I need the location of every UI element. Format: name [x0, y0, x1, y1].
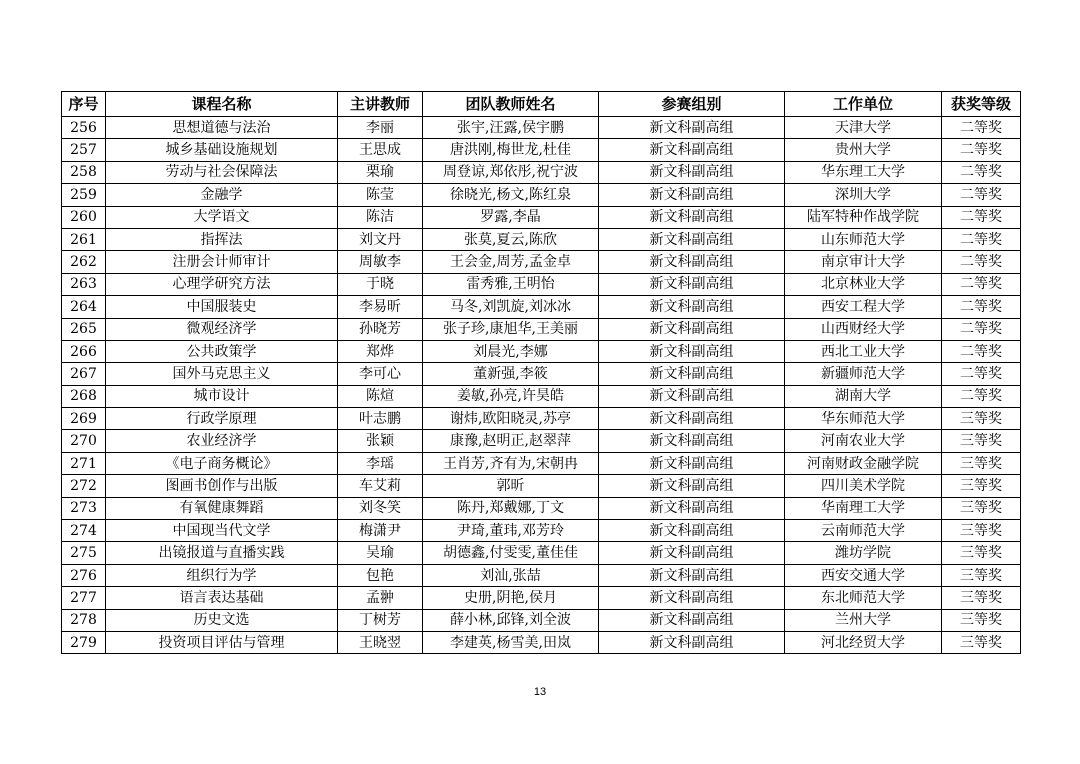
cell-award: 二等奖	[942, 273, 1021, 295]
cell-course: 城乡基础设施规划	[106, 139, 338, 161]
cell-index: 266	[62, 340, 106, 362]
header-cell-index: 序号	[62, 92, 106, 117]
cell-index: 265	[62, 318, 106, 340]
cell-award: 三等奖	[942, 408, 1021, 430]
cell-team-teachers: 唐洪刚,梅世龙,杜佳	[423, 139, 599, 161]
cell-team-teachers: 郭昕	[423, 475, 599, 497]
cell-index: 257	[62, 139, 106, 161]
cell-award: 二等奖	[942, 385, 1021, 407]
cell-team-teachers: 康豫,赵明正,赵翠萍	[423, 430, 599, 452]
header-cell-lead-teacher: 主讲教师	[338, 92, 423, 117]
cell-course: 城市设计	[106, 385, 338, 407]
cell-unit: 云南师范大学	[785, 520, 942, 542]
cell-group: 新文科副高组	[599, 587, 785, 609]
cell-index: 258	[62, 161, 106, 183]
table-row	[62, 587, 1021, 609]
cell-course: 指挥法	[106, 228, 338, 250]
cell-lead-teacher: 丁树芳	[338, 609, 423, 631]
header-cell-course: 课程名称	[106, 92, 338, 117]
cell-lead-teacher: 李丽	[338, 117, 423, 139]
cell-unit: 山西财经大学	[785, 318, 942, 340]
cell-course: 图画书创作与出版	[106, 475, 338, 497]
header-cell-team-teachers: 团队教师姓名	[423, 92, 599, 117]
table-row	[62, 475, 1021, 497]
cell-group: 新文科副高组	[599, 117, 785, 139]
table-row	[62, 631, 1021, 653]
cell-course: 历史文选	[106, 609, 338, 631]
cell-team-teachers: 马冬,刘凯旋,刘冰冰	[423, 296, 599, 318]
table-row	[62, 184, 1021, 206]
cell-lead-teacher: 张颖	[338, 430, 423, 452]
award-table	[61, 91, 1021, 654]
cell-group: 新文科副高组	[599, 184, 785, 206]
cell-award: 三等奖	[942, 609, 1021, 631]
cell-unit: 贵州大学	[785, 139, 942, 161]
cell-course: 中国现当代文学	[106, 520, 338, 542]
cell-unit: 西安交通大学	[785, 564, 942, 586]
cell-group: 新文科副高组	[599, 296, 785, 318]
table-row	[62, 340, 1021, 362]
cell-course: 农业经济学	[106, 430, 338, 452]
cell-unit: 兰州大学	[785, 609, 942, 631]
cell-lead-teacher: 李瑶	[338, 452, 423, 474]
cell-course: 中国服装史	[106, 296, 338, 318]
table-row	[62, 363, 1021, 385]
cell-award: 二等奖	[942, 363, 1021, 385]
cell-team-teachers: 周登谅,郑依彤,祝宁波	[423, 161, 599, 183]
cell-lead-teacher: 王思成	[338, 139, 423, 161]
cell-group: 新文科副高组	[599, 206, 785, 228]
cell-group: 新文科副高组	[599, 497, 785, 519]
table-row	[62, 542, 1021, 564]
cell-lead-teacher: 李可心	[338, 363, 423, 385]
cell-lead-teacher: 周敏李	[338, 251, 423, 273]
cell-lead-teacher: 陈洁	[338, 206, 423, 228]
cell-team-teachers: 谢炜,欧阳晓灵,苏亭	[423, 408, 599, 430]
cell-team-teachers: 张莫,夏云,陈欣	[423, 228, 599, 250]
cell-course: 注册会计师审计	[106, 251, 338, 273]
cell-lead-teacher: 车艾莉	[338, 475, 423, 497]
cell-index: 268	[62, 385, 106, 407]
cell-team-teachers: 史册,阴艳,侯月	[423, 587, 599, 609]
cell-index: 260	[62, 206, 106, 228]
cell-team-teachers: 刘汕,张喆	[423, 564, 599, 586]
table-row	[62, 385, 1021, 407]
cell-team-teachers: 徐晓光,杨文,陈红泉	[423, 184, 599, 206]
cell-award: 三等奖	[942, 564, 1021, 586]
table-row	[62, 452, 1021, 474]
table-row	[62, 497, 1021, 519]
cell-award: 二等奖	[942, 318, 1021, 340]
cell-award: 三等奖	[942, 497, 1021, 519]
cell-group: 新文科副高组	[599, 228, 785, 250]
table-row	[62, 206, 1021, 228]
cell-award: 二等奖	[942, 228, 1021, 250]
cell-unit: 四川美术学院	[785, 475, 942, 497]
cell-index: 273	[62, 497, 106, 519]
cell-award: 二等奖	[942, 117, 1021, 139]
header-cell-unit: 工作单位	[785, 92, 942, 117]
cell-lead-teacher: 郑烨	[338, 340, 423, 362]
cell-team-teachers: 王肖芳,齐有为,宋朝冉	[423, 452, 599, 474]
cell-index: 267	[62, 363, 106, 385]
cell-unit: 南京审计大学	[785, 251, 942, 273]
table-row	[62, 408, 1021, 430]
cell-group: 新文科副高组	[599, 452, 785, 474]
table-row	[62, 228, 1021, 250]
cell-unit: 河南财政金融学院	[785, 452, 942, 474]
cell-award: 二等奖	[942, 139, 1021, 161]
cell-award: 三等奖	[942, 452, 1021, 474]
cell-lead-teacher: 梅潇尹	[338, 520, 423, 542]
cell-group: 新文科副高组	[599, 609, 785, 631]
cell-unit: 华南理工大学	[785, 497, 942, 519]
cell-team-teachers: 胡德鑫,付雯雯,董佳佳	[423, 542, 599, 564]
cell-unit: 西北工业大学	[785, 340, 942, 362]
cell-course: 行政学原理	[106, 408, 338, 430]
cell-lead-teacher: 李易昕	[338, 296, 423, 318]
cell-lead-teacher: 栗瑜	[338, 161, 423, 183]
cell-index: 261	[62, 228, 106, 250]
cell-group: 新文科副高组	[599, 363, 785, 385]
cell-index: 269	[62, 408, 106, 430]
cell-group: 新文科副高组	[599, 475, 785, 497]
cell-unit: 北京林业大学	[785, 273, 942, 295]
cell-lead-teacher: 于晓	[338, 273, 423, 295]
cell-award: 三等奖	[942, 631, 1021, 653]
cell-unit: 河北经贸大学	[785, 631, 942, 653]
cell-unit: 河南农业大学	[785, 430, 942, 452]
cell-lead-teacher: 刘文丹	[338, 228, 423, 250]
cell-group: 新文科副高组	[599, 318, 785, 340]
cell-course: 出镜报道与直播实践	[106, 542, 338, 564]
cell-index: 264	[62, 296, 106, 318]
cell-index: 256	[62, 117, 106, 139]
cell-team-teachers: 张宇,汪露,侯宇鹏	[423, 117, 599, 139]
cell-course: 大学语文	[106, 206, 338, 228]
cell-award: 三等奖	[942, 430, 1021, 452]
cell-course: 公共政策学	[106, 340, 338, 362]
cell-lead-teacher: 刘冬笑	[338, 497, 423, 519]
cell-lead-teacher: 吴瑜	[338, 542, 423, 564]
cell-team-teachers: 陈丹,郑戴娜,丁文	[423, 497, 599, 519]
cell-course: 劳动与社会保障法	[106, 161, 338, 183]
cell-group: 新文科副高组	[599, 251, 785, 273]
table-row	[62, 296, 1021, 318]
table-row	[62, 117, 1021, 139]
cell-unit: 潍坊学院	[785, 542, 942, 564]
cell-index: 277	[62, 587, 106, 609]
cell-award: 二等奖	[942, 206, 1021, 228]
table-row	[62, 564, 1021, 586]
cell-award: 三等奖	[942, 520, 1021, 542]
cell-course: 心理学研究方法	[106, 273, 338, 295]
cell-team-teachers: 尹琦,董玮,邓芳玲	[423, 520, 599, 542]
cell-unit: 新疆师范大学	[785, 363, 942, 385]
page-number: 13	[533, 686, 547, 698]
cell-team-teachers: 董新强,李筱	[423, 363, 599, 385]
cell-unit: 山东师范大学	[785, 228, 942, 250]
cell-index: 263	[62, 273, 106, 295]
cell-course: 微观经济学	[106, 318, 338, 340]
cell-course: 投资项目评估与管理	[106, 631, 338, 653]
cell-award: 三等奖	[942, 542, 1021, 564]
cell-unit: 湖南大学	[785, 385, 942, 407]
table-body	[62, 117, 1021, 654]
table-row	[62, 609, 1021, 631]
cell-team-teachers: 张子珍,康旭华,王美丽	[423, 318, 599, 340]
cell-lead-teacher: 陈莹	[338, 184, 423, 206]
cell-unit: 深圳大学	[785, 184, 942, 206]
cell-group: 新文科副高组	[599, 340, 785, 362]
table-row	[62, 430, 1021, 452]
cell-lead-teacher: 孟翀	[338, 587, 423, 609]
cell-index: 272	[62, 475, 106, 497]
cell-lead-teacher: 孙晓芳	[338, 318, 423, 340]
cell-lead-teacher: 叶志鹏	[338, 408, 423, 430]
cell-group: 新文科副高组	[599, 139, 785, 161]
table-row	[62, 161, 1021, 183]
cell-team-teachers: 王会金,周芳,孟金卓	[423, 251, 599, 273]
cell-unit: 华东师范大学	[785, 408, 942, 430]
cell-course: 有氧健康舞蹈	[106, 497, 338, 519]
cell-index: 275	[62, 542, 106, 564]
cell-index: 259	[62, 184, 106, 206]
header-cell-group: 参赛组别	[599, 92, 785, 117]
cell-award: 二等奖	[942, 184, 1021, 206]
cell-award: 二等奖	[942, 296, 1021, 318]
cell-lead-teacher: 王晓翌	[338, 631, 423, 653]
cell-team-teachers: 雷秀雅,王明怡	[423, 273, 599, 295]
cell-unit: 天津大学	[785, 117, 942, 139]
table-row	[62, 273, 1021, 295]
table-row	[62, 139, 1021, 161]
cell-award: 三等奖	[942, 587, 1021, 609]
cell-team-teachers: 李建英,杨雪美,田岚	[423, 631, 599, 653]
cell-award: 二等奖	[942, 251, 1021, 273]
cell-index: 271	[62, 452, 106, 474]
table-row	[62, 520, 1021, 542]
cell-group: 新文科副高组	[599, 430, 785, 452]
cell-unit: 陆军特种作战学院	[785, 206, 942, 228]
cell-index: 276	[62, 564, 106, 586]
header-row	[62, 92, 1021, 117]
table-row	[62, 251, 1021, 273]
cell-group: 新文科副高组	[599, 542, 785, 564]
cell-unit: 东北师范大学	[785, 587, 942, 609]
cell-course: 组织行为学	[106, 564, 338, 586]
cell-unit: 西安工程大学	[785, 296, 942, 318]
cell-index: 262	[62, 251, 106, 273]
cell-index: 279	[62, 631, 106, 653]
cell-course: 国外马克思主义	[106, 363, 338, 385]
cell-award: 二等奖	[942, 340, 1021, 362]
cell-index: 274	[62, 520, 106, 542]
cell-unit: 华东理工大学	[785, 161, 942, 183]
cell-lead-teacher: 包艳	[338, 564, 423, 586]
cell-team-teachers: 罗露,李晶	[423, 206, 599, 228]
cell-award: 二等奖	[942, 161, 1021, 183]
cell-group: 新文科副高组	[599, 520, 785, 542]
cell-group: 新文科副高组	[599, 631, 785, 653]
cell-course: 语言表达基础	[106, 587, 338, 609]
cell-group: 新文科副高组	[599, 385, 785, 407]
cell-group: 新文科副高组	[599, 408, 785, 430]
cell-index: 270	[62, 430, 106, 452]
cell-course: 思想道德与法治	[106, 117, 338, 139]
cell-group: 新文科副高组	[599, 564, 785, 586]
cell-course: 金融学	[106, 184, 338, 206]
cell-group: 新文科副高组	[599, 273, 785, 295]
cell-lead-teacher: 陈煊	[338, 385, 423, 407]
cell-team-teachers: 刘晨光,李娜	[423, 340, 599, 362]
cell-award: 三等奖	[942, 475, 1021, 497]
header-cell-award: 获奖等级	[942, 92, 1021, 117]
cell-course: 《电子商务概论》	[106, 452, 338, 474]
table-row	[62, 318, 1021, 340]
cell-group: 新文科副高组	[599, 161, 785, 183]
cell-index: 278	[62, 609, 106, 631]
cell-team-teachers: 薛小林,邱锋,刘全波	[423, 609, 599, 631]
cell-team-teachers: 姜敏,孙亮,许昊皓	[423, 385, 599, 407]
